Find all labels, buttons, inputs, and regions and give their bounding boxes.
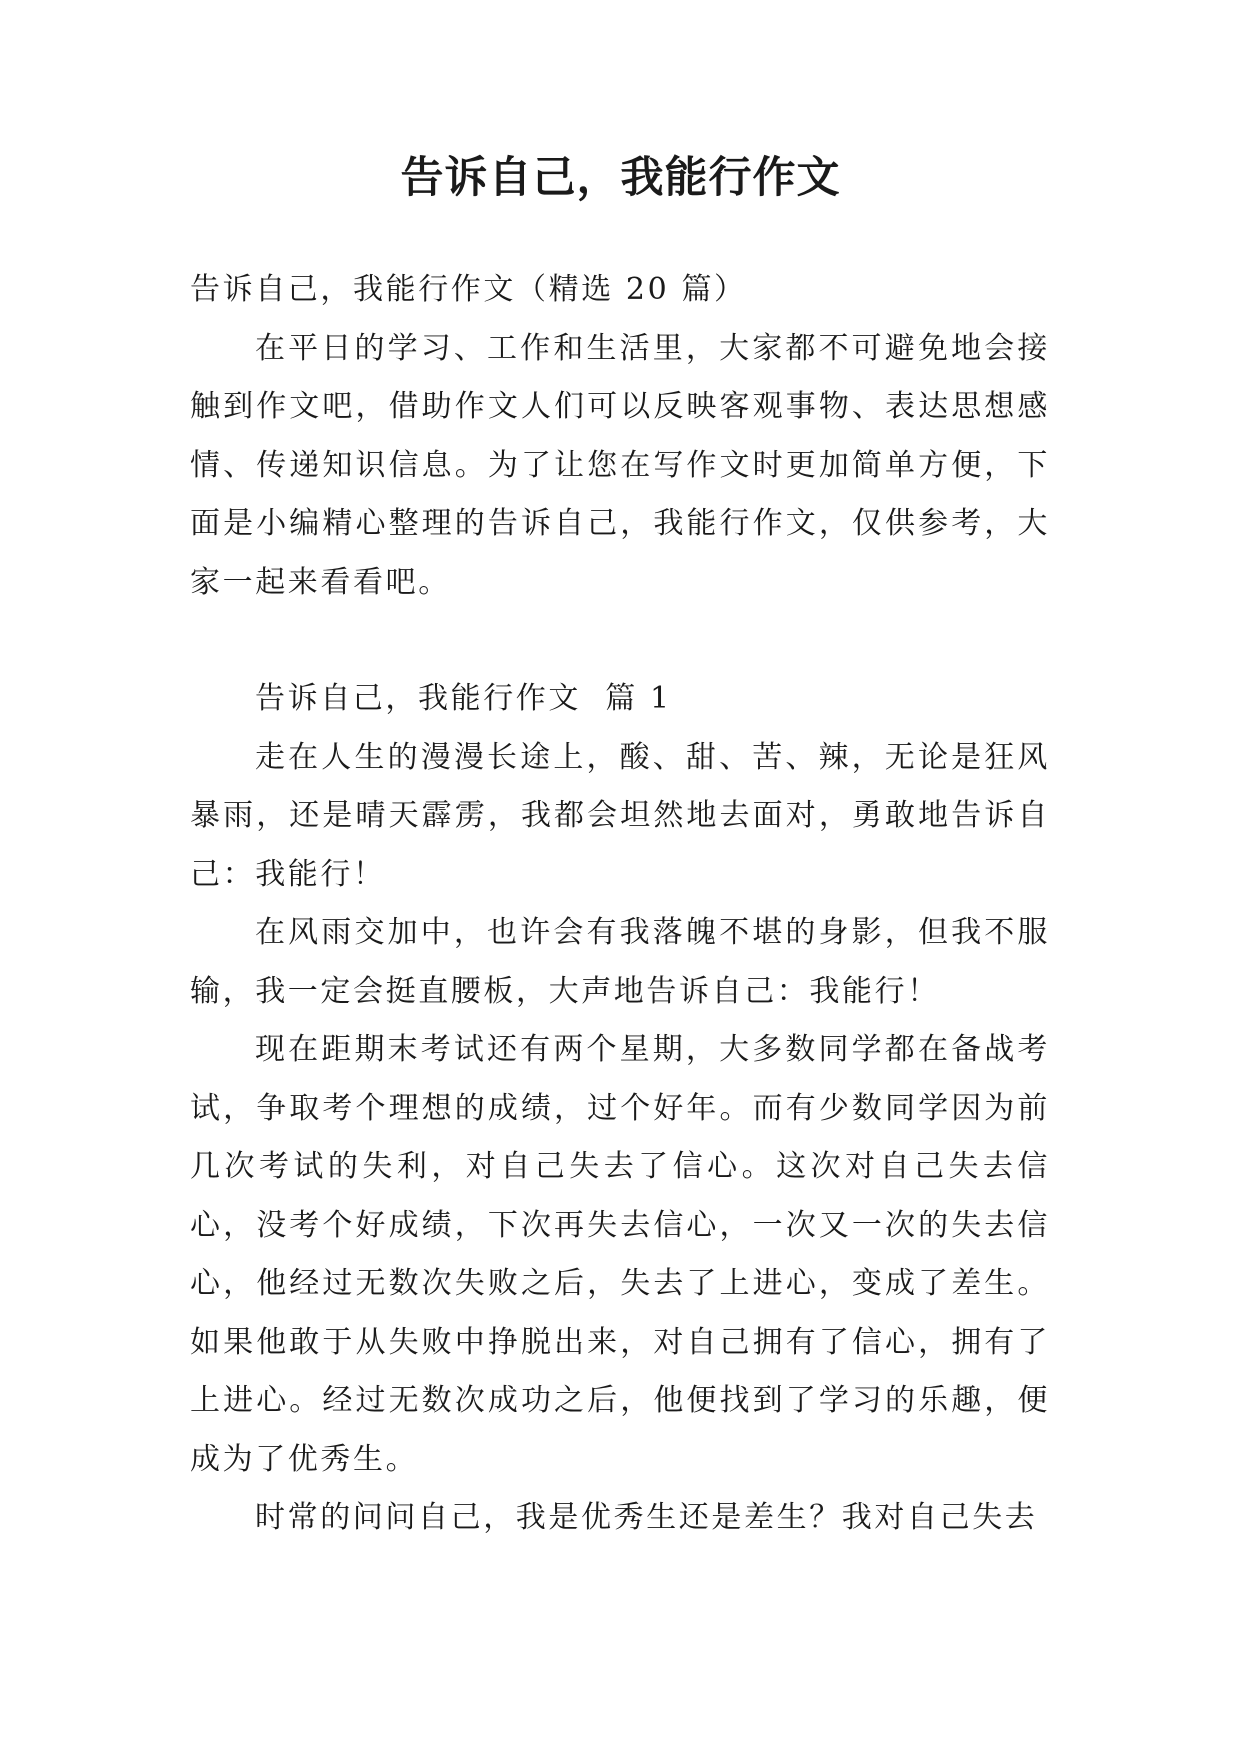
intro-paragraph: 在平日的学习、工作和生活里，大家都不可避免地会接触到作文吧，借助作文人们可以反映客观事物、表达思想感情、传递知识信息。为了让您在写作文时更加简单方便，下面是小编精心整理的告诉自己，我能行作文，仅供参考，大家一起来看看吧。 xyxy=(190,330,1050,600)
body-paragraph: 走在人生的漫漫长途上，酸、甜、苦、辣，无论是狂风暴雨，还是晴天霹雳，我都会坦然地去面对，勇敢地告诉自己：我能行！ xyxy=(190,739,1050,892)
section-heading: 告诉自己，我能行作文 篇 1 xyxy=(255,681,672,716)
body-paragraph: 现在距期末考试还有两个星期，大多数同学都在备战考试，争取考个理想的成绩，过个好年。而有少数同学因为前几次考试的失利，对自己失去了信心。这次对自己失去信心，没考个好成绩，下次再失去信心，一次又一次的失去信心，他经过无数次失败之后，失去了上进心，变成了差生。如果他敢于从失败中挣脱出来，对自己拥有了信心，拥有了上进心。经过无数次成功之后，他便找到了学习的乐趣，便成为了优秀生。 xyxy=(190,1032,1050,1477)
section-spacer xyxy=(190,612,1050,670)
document-title: 告诉自己，我能行作文 xyxy=(400,153,841,203)
body-paragraph: 时常的问问自己，我是优秀生还是差生？我对自己失去 xyxy=(255,1500,1038,1535)
document-body xyxy=(190,261,1050,1548)
body-paragraph: 在风雨交加中，也许会有我落魄不堪的身影，但我不服输，我一定会挺直腰板，大声地告诉自己：我能行！ xyxy=(190,915,1050,1009)
document-subtitle: 告诉自己，我能行作文（精选 20 篇） xyxy=(190,272,747,307)
